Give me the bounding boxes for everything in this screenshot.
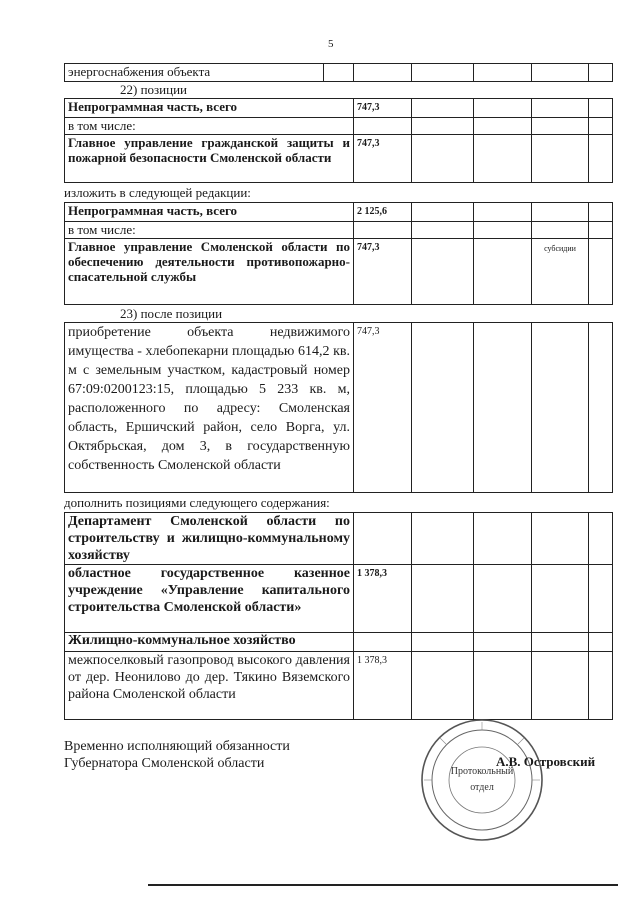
page-number: 5 [328, 38, 334, 50]
row-value: 747,3 [354, 99, 412, 118]
signature-name: А.В. Островский [496, 754, 596, 769]
row-note: субсидии [532, 239, 589, 305]
row-value: 1 378,3 [354, 565, 412, 633]
table-row [65, 239, 613, 305]
stamp-text-2: отдел [470, 782, 494, 793]
table-row [65, 135, 613, 183]
row-label: приобретение объекта недвижимого имущества - хлебопекарни площадью 614,2 кв. м с земельным участком, кадастровый номер 67:09:0200123:15, площадью 5 233 кв. м, расположенного по адресу: Смоленская область, Ершичский район, село Ворга, ул. Октябрьская, дом 3, в государственную собственность Смоленской области [65, 323, 354, 493]
row-label: энергоснабжения объекта [65, 64, 324, 82]
table-row [65, 222, 613, 239]
bottom-rule [148, 884, 618, 886]
row-label: межпоселковый газопровод высокого давления от дер. Неонилово до дер. Тякино Вяземского района Смоленской области [65, 652, 354, 720]
row-label: в том числе: [65, 222, 354, 239]
row-label: Главное управление гражданской защиты и пожарной безопасности Смоленской области [65, 135, 354, 183]
official-stamp [418, 716, 546, 844]
row-value: 747,3 [354, 323, 412, 493]
stamp-text-1: Протокольный [450, 766, 514, 777]
table-row [65, 513, 613, 565]
row-value: 747,3 [354, 135, 412, 183]
table-block-2 [64, 98, 613, 183]
section-label-add: дополнить позициями следующего содержания: [64, 495, 330, 510]
row-value: 2 125,6 [354, 203, 412, 222]
row-label: Жилищно-коммунальное хозяйство [65, 633, 354, 652]
table-block-3 [64, 202, 613, 305]
row-label: Непрограммная часть, всего [65, 203, 354, 222]
table-row [65, 565, 613, 633]
table-row [65, 99, 613, 118]
row-value: 747,3 [354, 239, 412, 305]
row-label: Главное управление Смоленской области по обеспечению деятельности противопожарно-спасательной службы [65, 239, 354, 305]
row-label: в том числе: [65, 118, 354, 135]
table-block-5 [64, 512, 613, 720]
section-label-pos22: 22) позиции [120, 82, 187, 97]
table-row [65, 64, 613, 82]
row-value: 1 378,3 [354, 652, 412, 720]
signature-title [64, 738, 290, 772]
signature-line-1: Временно исполняющий обязанности [64, 739, 290, 754]
table-block-1 [64, 63, 613, 82]
table-row [65, 323, 613, 493]
table-row [65, 652, 613, 720]
table-row [65, 633, 613, 652]
table-row [65, 203, 613, 222]
table-block-4 [64, 322, 613, 493]
table-row [65, 118, 613, 135]
section-label-after23: 23) после позиции [120, 306, 223, 321]
row-label: областное государственное казенное учреждение «Управление капитального строительства Смоленской области» [65, 565, 354, 633]
row-label: Непрограммная часть, всего [65, 99, 354, 118]
row-label: Департамент Смоленской области по строительству и жилищно-коммунальному хозяйству [65, 513, 354, 565]
section-label-new-edition: изложить в следующей редакции: [64, 185, 251, 200]
signature-line-2: Губернатора Смоленской области [64, 756, 265, 771]
